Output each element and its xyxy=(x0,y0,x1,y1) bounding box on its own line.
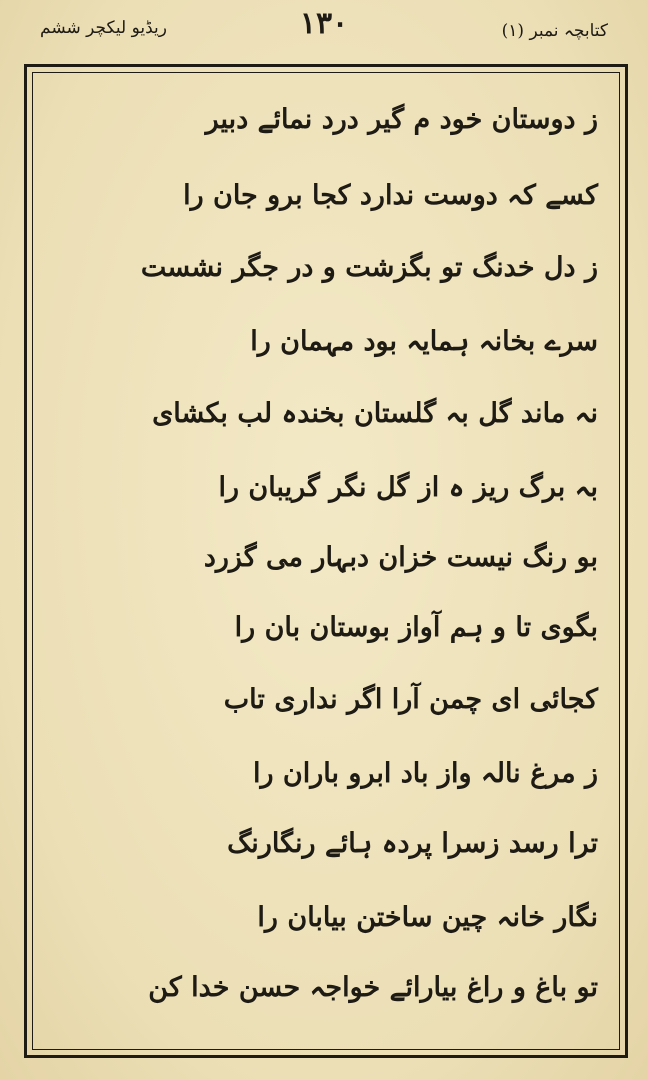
header-left-text: ریڈیو لیکچر ششم xyxy=(40,18,167,38)
verse-line-11: ترا رسد زسرا پردہ ہائے رنگارنگ xyxy=(227,828,598,859)
verse-line-4: سرے بخانہ ہمایہ بود مہمان را xyxy=(250,326,598,357)
verse-line-12: نگار خانہ چین ساختن بیابان را xyxy=(257,902,598,933)
verse-line-2: کسے کہ دوست ندارد کجا برو جان را xyxy=(183,180,598,211)
verse-line-9: کجائی ای چمن آرا اگر نداری تاب xyxy=(223,684,598,715)
page-number: ۱۳۰ xyxy=(299,6,349,41)
verse-line-7: بو رنگ نیست خزان دبہار می گزرد xyxy=(203,542,598,573)
page-header xyxy=(0,6,648,56)
verse-line-10: ز مرغ نالہ واز باد ابرو باران را xyxy=(252,758,598,789)
verse-block xyxy=(40,72,612,1050)
verse-line-5: نہ ماند گل بہ گلستان بخندہ لب بکشای xyxy=(152,398,598,429)
verse-line-8: بگوی تا و ہم آواز بوستان بان را xyxy=(234,612,598,643)
verse-line-13: تو باغ و راغ بیارائے خواجہ حسن خدا کن xyxy=(148,972,598,1003)
header-right-text: کتابچہ نمبر (۱) xyxy=(501,21,608,41)
verse-line-1: ز دوستان خود م گیر درد نمائے دبیر xyxy=(205,104,598,135)
verse-line-6: بہ برگ ریز ہ از گل نگر گریبان را xyxy=(218,472,598,503)
verse-line-3: ز دل خدنگ تو بگزشت و در جگر نشست xyxy=(140,252,598,283)
